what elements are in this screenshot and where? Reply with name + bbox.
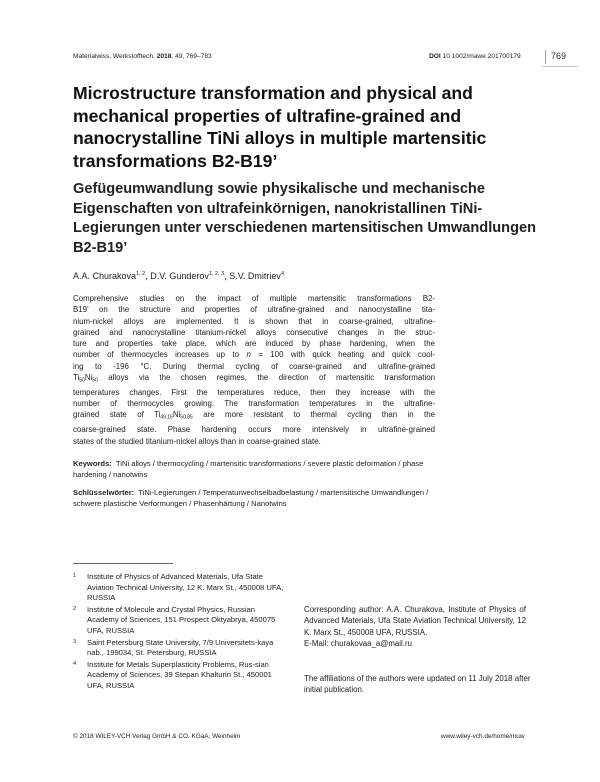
footnote [73, 605, 285, 637]
affiliation-footnotes [73, 572, 285, 693]
footnote [73, 660, 285, 692]
journal-name: Materialwiss. Werkstofftech. [73, 53, 155, 60]
abstract-line: coarse-grained state. Phase hardening occurs more intensively in ultrafine-grained [73, 425, 435, 435]
keywords-german-label: Schlüsselwörter: [73, 488, 135, 497]
keywords [73, 458, 435, 481]
keywords-german [73, 487, 435, 510]
footnote-text: Institute of Physics of Advanced Materials, Ufa State Aviation Technical University, 12 K. Marx St., 450008 UFA, RUSSIA [87, 572, 284, 603]
abstract-line: number of thermocycles growing. The transformation temperatures in the ultrafine- [73, 399, 435, 409]
abstract-line: temperatures changes. First the temperatures reduce, then they increase with the [73, 387, 435, 397]
corresponding-author [304, 604, 526, 649]
footnote-text: Institute of Molecule and Crystal Physics, Russian Academy of Sciences, 151 Prospect Oktyabrya, 450075 UFA, RUSSIA [87, 604, 276, 635]
subscript: 50.85 [180, 414, 193, 421]
abstract-text: grained state of Ti [73, 410, 161, 420]
author-name: A.A. Churakova [73, 271, 137, 281]
abstract-line [73, 349, 435, 360]
journal-year: 2018 [156, 53, 172, 60]
doi [429, 53, 521, 60]
abstract-text: Ni [84, 373, 93, 383]
author-separator: , [145, 271, 151, 281]
doi-label: DOI [429, 53, 441, 60]
author-separator: , [224, 271, 230, 281]
author-affiliation: 1, 2 [136, 271, 146, 277]
article-subtitle-german: Gefügeumwandlung sowie physikalische und mechanische Eigenschaften von ultrafeinkörnigen, nanokristallinen TiNi-Legierungen unter verschiedenen martensitischen Umwandlungen B2-B19’ [73, 181, 537, 256]
footnote-text: Saint Petersburg State University, 7/9 Universitets-kaya nab., 199034, St. Petersburg, RUSSIA [87, 637, 274, 658]
abstract-line: ing to -196 °C. During thermal cycling of coarse-grained and ultrafine-grained [73, 361, 435, 371]
header-divider [542, 66, 578, 67]
subscript: 50 [92, 377, 98, 384]
abstract-line: states of the studied titanium-nickel alloys than in coarse-grained state. [73, 436, 321, 446]
abstract-text: Ti [73, 373, 80, 383]
journal-citation [73, 53, 212, 60]
abstract-text: number of thermocycles increases up to [73, 350, 247, 360]
copyright: © 2018 WILEY-VCH Verlag GmbH & CO. KGaA, Weinheim [73, 733, 241, 740]
author-affiliation: 4 [280, 271, 284, 277]
abstract-line: B19’ on the structure and properties of ultrafine-grained and nanocrystalline tita- [73, 305, 435, 315]
doi-value[interactable]: 10.1002/mawe.201700179 [442, 53, 521, 60]
keywords-label: Keywords: [73, 459, 112, 468]
corresponding-author-text: Corresponding author: A.A. Churakova, Institute of Physics of Advanced Materials, Ufa State Aviation Technical University, 12 K. Marx St., 450008 UFA, RUSSIA, [304, 605, 526, 637]
footnote-number: 2 [73, 605, 77, 612]
abstract-line: ture and properties take place, which are induced by phase hardening, when the [73, 339, 435, 349]
abstract-text: = 100 with quick heating and quick cool- [250, 350, 435, 360]
publisher-url[interactable]: www.wiley-vch.de/home/muw [441, 733, 525, 740]
abstract-line: nium-nickel alloys are implemented. It is shown that in coarse-grained, ultrafine- [73, 316, 435, 326]
author-list [73, 271, 284, 281]
keywords-text: TiNi alloys / thermocycling / martensitic transformations / severe plastic deformation / phase hardening / nanotwins [73, 459, 424, 480]
footnote-text: Institute for Metals Superplasticity Problems, Rus-sian Academy of Sciences, 39 Stepan Khalturin St., 450001 UFA, RUSSIA [87, 659, 272, 690]
corresponding-email[interactable]: E-Mail: churakovaa_a@mail.ru [304, 638, 412, 648]
abstract [73, 293, 435, 447]
abstract-text: alloys via the chosen regimes, the direction of martensitic transformation [97, 373, 435, 383]
abstract-line: grained and nanocrystalline titanium-nickel alloys consecutive changes in the struc- [73, 327, 435, 337]
author-name: D.V. Gunderov [150, 271, 209, 281]
abstract-text: are more resistant to thermal cycling than in the [192, 410, 435, 420]
abstract-text: Ni [172, 410, 181, 420]
footnote-number: 1 [73, 573, 77, 579]
footnote [73, 638, 285, 659]
footnote-number: 3 [73, 638, 77, 645]
abstract-line [73, 372, 435, 387]
abstract-line [73, 409, 435, 424]
abstract-line: Comprehensive studies on the impact of multiple martensitic transformations B2- [73, 294, 435, 303]
affiliation-update-note: The affiliations of the authors were updated on 11 July 2018 after initial publication. [304, 674, 531, 695]
author-affiliation: 1, 2, 3 [208, 271, 225, 277]
journal-volume-pages: , 49, 769–783 [171, 53, 212, 60]
abstract-variable: n [246, 350, 251, 360]
article-title: Microstructure transformation and physical and mechanical properties of ultrafine-grained and nanocrystalline TiNi alloys in multiple martensitic transformations B2-B19’ [73, 83, 487, 171]
footnote-number: 4 [73, 660, 77, 667]
footnote-divider [73, 563, 173, 564]
page-number: 769 [545, 50, 575, 64]
subscript: 50 [79, 377, 85, 384]
keywords-german-text: TiNi-Legierungen / Temperaturwechselbadbelastung / martensitische Umwandlungen / schwere plastische Verformungen / Phasenhärtung / Nanotwins [73, 488, 429, 509]
footnote [73, 572, 285, 604]
subscript: 49.15 [160, 414, 173, 421]
author-name: S.V. Dmitriev [229, 271, 281, 281]
